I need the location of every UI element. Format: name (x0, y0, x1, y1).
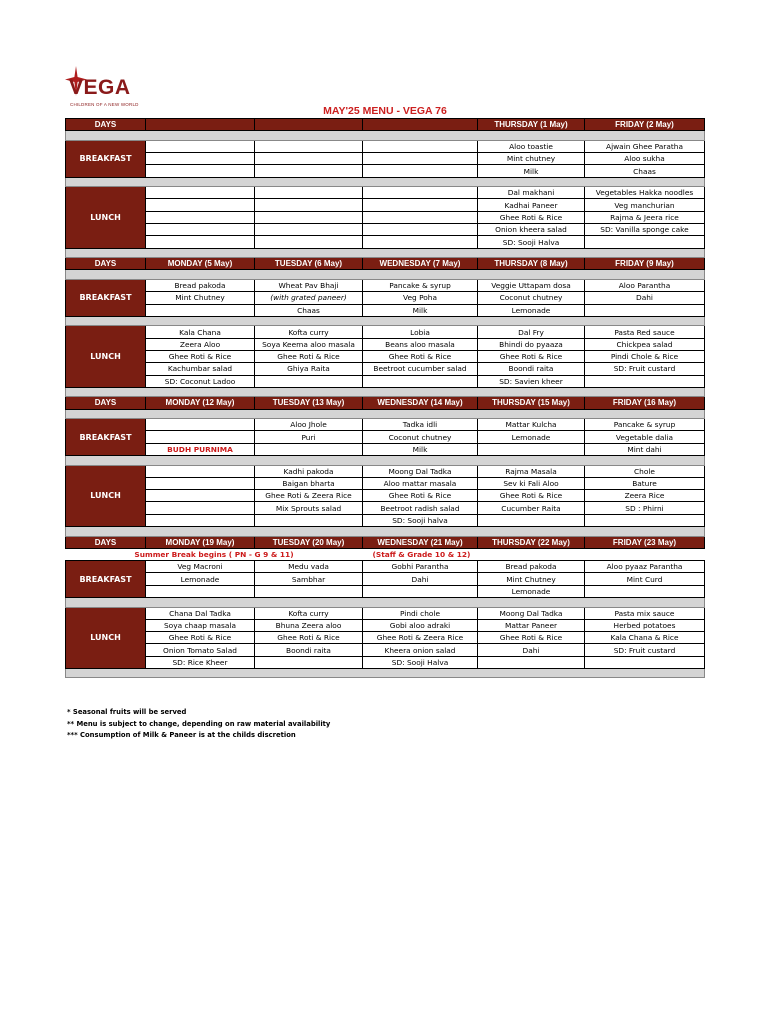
lunch-row (66, 199, 705, 211)
menu-cell: Ghee Roti & Rice (478, 211, 585, 223)
breakfast-row (66, 140, 705, 152)
menu-cell: Onion Tomato Salad (146, 644, 255, 656)
menu-cell (585, 585, 705, 597)
day-header: FRIDAY (23 May) (585, 536, 705, 548)
gap-cell (66, 668, 705, 678)
breakfast-label: BREAKFAST (66, 140, 146, 177)
menu-cell: Dahi (363, 573, 478, 585)
days-label: DAYS (66, 258, 146, 270)
menu-cell: Kachumbar salad (146, 363, 255, 375)
menu-cell: Cucumber Raita (478, 502, 585, 514)
menu-cell: Rajma & Jeera rice (585, 211, 705, 223)
menu-cell: Vegetable dalia (585, 431, 705, 443)
menu-cell (255, 656, 363, 668)
footnote: *** Consumption of Milk & Paneer is at the childs discretion (67, 731, 296, 740)
days-header-row (66, 258, 705, 270)
logo-tagline: CHILDREN OF A NEW WORLD (70, 102, 139, 107)
day-header: MONDAY (19 May) (146, 536, 255, 548)
menu-cell: Mint Curd (585, 573, 705, 585)
menu-cell: (with grated paneer) (255, 292, 363, 304)
menu-cell: Ajwain Ghee Paratha (585, 140, 705, 152)
menu-cell: Ghee Roti & Rice (478, 490, 585, 502)
breakfast-row (66, 419, 705, 431)
day-header: THURSDAY (15 May) (478, 397, 585, 409)
menu-cell: Milk (478, 165, 585, 177)
menu-cell: SD: Fruit custard (585, 363, 705, 375)
lunch-row (66, 236, 705, 248)
menu-cell: Pasta mix sauce (585, 607, 705, 619)
note-summer-break: Summer Break begins ( PN - G 9 & 11) (66, 548, 363, 560)
breakfast-row (66, 443, 705, 455)
menu-cell: Milk (363, 304, 478, 316)
menu-cell: Pindi chole (363, 607, 478, 619)
gap-cell (66, 598, 705, 608)
menu-cell: Lemonade (478, 304, 585, 316)
menu-cell: Kala Chana (146, 326, 255, 338)
days-label: DAYS (66, 397, 146, 409)
menu-cell (146, 419, 255, 431)
menu-cell: Zeera Aloo (146, 338, 255, 350)
menu-cell: Boondi raita (255, 644, 363, 656)
menu-cell: Veg Poha (363, 292, 478, 304)
menu-cell: SD: Sooji Halva (363, 656, 478, 668)
menu-cell (146, 477, 255, 489)
lunch-row (66, 326, 705, 338)
menu-cell: Vegetables Hakka noodles (585, 187, 705, 199)
breakfast-row (66, 153, 705, 165)
menu-cell: Beetroot cucumber salad (363, 363, 478, 375)
menu-cell: Ghee Roti & Zeera Rice (363, 632, 478, 644)
menu-cell (585, 304, 705, 316)
breakfast-row (66, 165, 705, 177)
menu-cell: Chaas (255, 304, 363, 316)
menu-cell (146, 514, 255, 526)
menu-cell (255, 236, 363, 248)
breakfast-row (66, 292, 705, 304)
menu-cell (363, 211, 478, 223)
day-header: MONDAY (5 May) (146, 258, 255, 270)
lunch-row (66, 619, 705, 631)
days-label: DAYS (66, 536, 146, 548)
menu-cell: Veggie Uttapam dosa (478, 279, 585, 291)
menu-cell: Mix Sprouts salad (255, 502, 363, 514)
gap-row (66, 598, 705, 608)
menu-cell (363, 153, 478, 165)
breakfast-label: BREAKFAST (66, 561, 146, 598)
lunch-row (66, 656, 705, 668)
menu-cell (363, 199, 478, 211)
lunch-row (66, 477, 705, 489)
footnotes (67, 707, 330, 742)
day-header: WEDNESDAY (7 May) (363, 258, 478, 270)
menu-cell (478, 656, 585, 668)
menu-cell (146, 199, 255, 211)
day-header: TUESDAY (6 May) (255, 258, 363, 270)
menu-cell: Ghee Roti & Rice (255, 632, 363, 644)
logo-name: VEGA (69, 76, 131, 99)
menu-cell (363, 224, 478, 236)
menu-cell (146, 165, 255, 177)
menu-table (65, 118, 705, 678)
menu-cell: Mint Chutney (478, 573, 585, 585)
menu-cell: Pancake & syrup (585, 419, 705, 431)
menu-cell: Tadka idli (363, 419, 478, 431)
breakfast-row (66, 431, 705, 443)
menu-cell: Pancake & syrup (363, 279, 478, 291)
page-title: MAY'25 MENU - VEGA 76 (323, 105, 447, 117)
day-header: FRIDAY (9 May) (585, 258, 705, 270)
menu-cell: Puri (255, 431, 363, 443)
gap-cell (66, 409, 705, 419)
menu-cell (363, 375, 478, 387)
day-header: TUESDAY (20 May) (255, 536, 363, 548)
menu-cell (146, 585, 255, 597)
menu-cell: Ghee Roti & Rice (478, 632, 585, 644)
menu-cell: Mint chutney (478, 153, 585, 165)
menu-cell: SD: Coconut Ladoo (146, 375, 255, 387)
lunch-row (66, 375, 705, 387)
menu-cell: Aloo sukha (585, 153, 705, 165)
menu-cell: Ghee Roti & Rice (363, 350, 478, 362)
menu-cell: Soya chaap masala (146, 619, 255, 631)
menu-cell: Veg Macroni (146, 561, 255, 573)
gap-row (66, 316, 705, 326)
gap-cell (66, 177, 705, 187)
gap-cell (66, 387, 705, 397)
menu-cell (146, 490, 255, 502)
menu-cell: Coconut chutney (478, 292, 585, 304)
menu-cell (585, 236, 705, 248)
menu-cell: Sev ki Fali Aloo (478, 477, 585, 489)
menu-cell: Ghee Roti & Rice (255, 350, 363, 362)
breakfast-row (66, 573, 705, 585)
menu-cell: Aloo toastie (478, 140, 585, 152)
menu-cell: Wheat Pav Bhaji (255, 279, 363, 291)
gap-cell (66, 248, 705, 258)
menu-cell: Bread pakoda (146, 279, 255, 291)
menu-cell: Gobhi Parantha (363, 561, 478, 573)
breakfast-label: BREAKFAST (66, 419, 146, 456)
menu-cell: Chana Dal Tadka (146, 607, 255, 619)
menu-cell: Bhuna Zeera aloo (255, 619, 363, 631)
menu-body (66, 119, 705, 678)
breakfast-row (66, 279, 705, 291)
menu-cell: SD: Sooji halva (363, 514, 478, 526)
lunch-label: LUNCH (66, 326, 146, 387)
menu-cell: Ghee Roti & Zeera Rice (255, 490, 363, 502)
gap-cell (66, 527, 705, 537)
lunch-row (66, 465, 705, 477)
menu-cell: Kofta curry (255, 607, 363, 619)
menu-cell: SD: Sooji Halva (478, 236, 585, 248)
menu-cell (255, 199, 363, 211)
menu-cell: Chickpea salad (585, 338, 705, 350)
menu-cell (146, 502, 255, 514)
menu-cell (585, 514, 705, 526)
day-header: THURSDAY (8 May) (478, 258, 585, 270)
menu-cell (146, 187, 255, 199)
gap-row (66, 387, 705, 397)
menu-cell: Dal makhani (478, 187, 585, 199)
menu-cell (146, 140, 255, 152)
menu-cell (146, 304, 255, 316)
menu-cell: Dal Fry (478, 326, 585, 338)
menu-cell: Aloo Jhole (255, 419, 363, 431)
gap-row (66, 248, 705, 258)
menu-cell: Ghee Roti & Rice (146, 350, 255, 362)
menu-cell (478, 514, 585, 526)
menu-cell: Ghee Roti & Rice (363, 490, 478, 502)
menu-cell: Lemonade (478, 431, 585, 443)
menu-cell: Pasta Red sauce (585, 326, 705, 338)
days-label: DAYS (66, 119, 146, 131)
menu-cell: Beans aloo masala (363, 338, 478, 350)
menu-cell: Bread pakoda (478, 561, 585, 573)
menu-cell: Veg manchurian (585, 199, 705, 211)
gap-cell (66, 316, 705, 326)
menu-cell (255, 375, 363, 387)
menu-cell: Rajma Masala (478, 465, 585, 477)
menu-cell (146, 236, 255, 248)
menu-cell: Moong Dal Tadka (478, 607, 585, 619)
menu-cell: SD: Savien kheer (478, 375, 585, 387)
lunch-row (66, 363, 705, 375)
day-header: FRIDAY (16 May) (585, 397, 705, 409)
breakfast-row (66, 304, 705, 316)
lunch-row (66, 644, 705, 656)
menu-cell (255, 224, 363, 236)
lunch-row (66, 514, 705, 526)
menu-cell (255, 187, 363, 199)
menu-cell: Kheera onion salad (363, 644, 478, 656)
lunch-row (66, 490, 705, 502)
day-header: THURSDAY (1 May) (478, 119, 585, 131)
menu-cell: Bature (585, 477, 705, 489)
lunch-label: LUNCH (66, 187, 146, 248)
lunch-row (66, 350, 705, 362)
gap-row (66, 177, 705, 187)
menu-cell: Mattar Paneer (478, 619, 585, 631)
gap-row (66, 409, 705, 419)
menu-cell: Moong Dal Tadka (363, 465, 478, 477)
menu-cell: Ghee Roti & Rice (478, 350, 585, 362)
menu-cell: Kadhai Paneer (478, 199, 585, 211)
menu-cell: Beetroot radish salad (363, 502, 478, 514)
menu-cell (585, 656, 705, 668)
menu-cell: Mint Chutney (146, 292, 255, 304)
menu-cell (255, 165, 363, 177)
menu-cell: Coconut chutney (363, 431, 478, 443)
menu-cell: BUDH PURNIMA (146, 443, 255, 455)
menu-cell: Baigan bharta (255, 477, 363, 489)
day-header (255, 119, 363, 131)
menu-cell: Bhindi do pyaaza (478, 338, 585, 350)
menu-cell: SD: Rice Kheer (146, 656, 255, 668)
menu-cell: Kofta curry (255, 326, 363, 338)
day-header: THURSDAY (22 May) (478, 536, 585, 548)
lunch-row (66, 502, 705, 514)
menu-cell: Ghiya Raita (255, 363, 363, 375)
breakfast-row (66, 585, 705, 597)
menu-cell: Mattar Kulcha (478, 419, 585, 431)
menu-cell: Chaas (585, 165, 705, 177)
gap-cell (66, 270, 705, 280)
menu-cell: Lobia (363, 326, 478, 338)
lunch-label: LUNCH (66, 607, 146, 668)
menu-cell (146, 153, 255, 165)
menu-cell (585, 375, 705, 387)
day-header: FRIDAY (2 May) (585, 119, 705, 131)
breakfast-row (66, 561, 705, 573)
menu-cell: Lemonade (146, 573, 255, 585)
lunch-row (66, 187, 705, 199)
menu-cell: Sambhar (255, 573, 363, 585)
menu-cell: Gobi aloo adraki (363, 619, 478, 631)
menu-cell: Soya Keema aloo masala (255, 338, 363, 350)
gap-row (66, 456, 705, 466)
note-row (66, 548, 705, 560)
menu-cell: Kala Chana & Rice (585, 632, 705, 644)
menu-cell (255, 140, 363, 152)
days-header-row (66, 536, 705, 548)
menu-cell: SD: Fruit custard (585, 644, 705, 656)
note-staff-grades: (Staff & Grade 10 & 12) (363, 548, 705, 560)
menu-cell (363, 585, 478, 597)
gap-cell (66, 131, 705, 141)
lunch-row (66, 607, 705, 619)
menu-cell (255, 211, 363, 223)
gap-row (66, 131, 705, 141)
menu-cell: Lemonade (478, 585, 585, 597)
menu-cell: Dahi (478, 644, 585, 656)
lunch-row (66, 632, 705, 644)
menu-cell (363, 236, 478, 248)
menu-cell: Aloo mattar masala (363, 477, 478, 489)
lunch-row (66, 338, 705, 350)
menu-cell: Dahi (585, 292, 705, 304)
menu-cell (146, 211, 255, 223)
menu-cell: Herbed potatoes (585, 619, 705, 631)
gap-row (66, 527, 705, 537)
lunch-label: LUNCH (66, 465, 146, 526)
footnote: * Seasonal fruits will be served (67, 708, 187, 716)
day-header: TUESDAY (13 May) (255, 397, 363, 409)
menu-cell: Onion kheera salad (478, 224, 585, 236)
menu-cell (363, 140, 478, 152)
days-header-row (66, 397, 705, 409)
menu-cell: Milk (363, 443, 478, 455)
day-header (146, 119, 255, 131)
menu-cell: Ghee Roti & Rice (146, 632, 255, 644)
menu-cell: Pindi Chole & Rice (585, 350, 705, 362)
menu-cell: Boondi raita (478, 363, 585, 375)
gap-cell (66, 456, 705, 466)
menu-cell (146, 465, 255, 477)
day-header: WEDNESDAY (14 May) (363, 397, 478, 409)
menu-cell (255, 585, 363, 597)
menu-cell: Medu vada (255, 561, 363, 573)
menu-cell: Kadhi pakoda (255, 465, 363, 477)
day-header: MONDAY (12 May) (146, 397, 255, 409)
menu-cell (363, 165, 478, 177)
days-header-row (66, 119, 705, 131)
menu-cell: Aloo Parantha (585, 279, 705, 291)
day-header: WEDNESDAY (21 May) (363, 536, 478, 548)
menu-cell (255, 443, 363, 455)
menu-cell: Chole (585, 465, 705, 477)
menu-cell (255, 514, 363, 526)
menu-cell: Aloo pyaaz Parantha (585, 561, 705, 573)
lunch-row (66, 224, 705, 236)
gap-row (66, 668, 705, 678)
gap-row (66, 270, 705, 280)
menu-cell: SD : Phirni (585, 502, 705, 514)
day-header (363, 119, 478, 131)
menu-cell (146, 431, 255, 443)
menu-cell: Zeera Rice (585, 490, 705, 502)
menu-cell (478, 443, 585, 455)
menu-cell: SD: Vanilla sponge cake (585, 224, 705, 236)
menu-cell (146, 224, 255, 236)
menu-cell (255, 153, 363, 165)
breakfast-label: BREAKFAST (66, 279, 146, 316)
lunch-row (66, 211, 705, 223)
menu-cell (363, 187, 478, 199)
footnote: ** Menu is subject to change, depending on raw material availability (67, 719, 331, 728)
menu-cell: Mint dahi (585, 443, 705, 455)
